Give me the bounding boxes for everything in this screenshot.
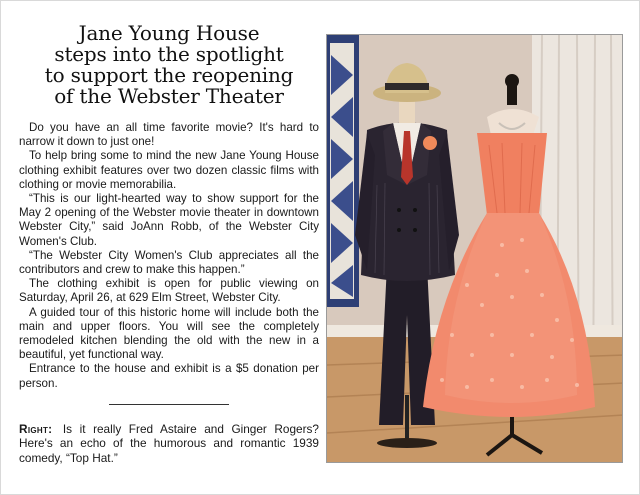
- article-column: [19, 23, 319, 466]
- article-paragraph: “This is our light-hearted way to show support for the May 2 opening of the Webster movie theater in downtown Webster City,” said JoAnn Robb, of the Webster City Women's Club.: [19, 192, 319, 248]
- caption-lead: Right:: [19, 421, 53, 436]
- article-paragraph: Entrance to the house and exhibit is a $5 donation per person.: [19, 362, 319, 390]
- headline-line: of the Webster Theater: [54, 84, 284, 108]
- article-body: [19, 121, 319, 391]
- section-divider: [109, 404, 229, 405]
- exhibit-photo-illustration: [327, 35, 623, 463]
- article-paragraph: To help bring some to mind the new Jane Young House clothing exhibit features over two dozen classic films with clothing or movie memorabilia.: [19, 149, 319, 191]
- boutonniere: [423, 136, 437, 150]
- exhibit-photo: [326, 34, 623, 463]
- article-paragraph: The clothing exhibit is open for public viewing on Saturday, April 26, at 629 Elm Street, Webster City.: [19, 277, 319, 305]
- caption-text: Is it really Fred Astaire and Ginger Rogers? Here's an echo of the humorous and romantic 1939 comedy, “Top Hat.”: [19, 421, 319, 466]
- photo-caption: [19, 422, 319, 466]
- headline-line: to support the reopening: [44, 63, 294, 87]
- headline-line: steps into the spotlight: [54, 42, 284, 66]
- gown-bodice: [477, 133, 547, 215]
- article-paragraph: Do you have an all time favorite movie? It's hard to narrow it down to just one!: [19, 121, 319, 149]
- wall-quilt: [327, 35, 359, 307]
- article-paragraph: A guided tour of this historic home will include both the main and upper floors. You will see the completely remodeled kitchen blending the old with the new in a beautiful, yet functional way.: [19, 305, 319, 362]
- article-paragraph: “The Webster City Women's Club appreciates all the contributors and crew to make this happen.”: [19, 248, 319, 277]
- article-headline: [19, 23, 319, 107]
- headline-line: Jane Young House: [78, 21, 260, 45]
